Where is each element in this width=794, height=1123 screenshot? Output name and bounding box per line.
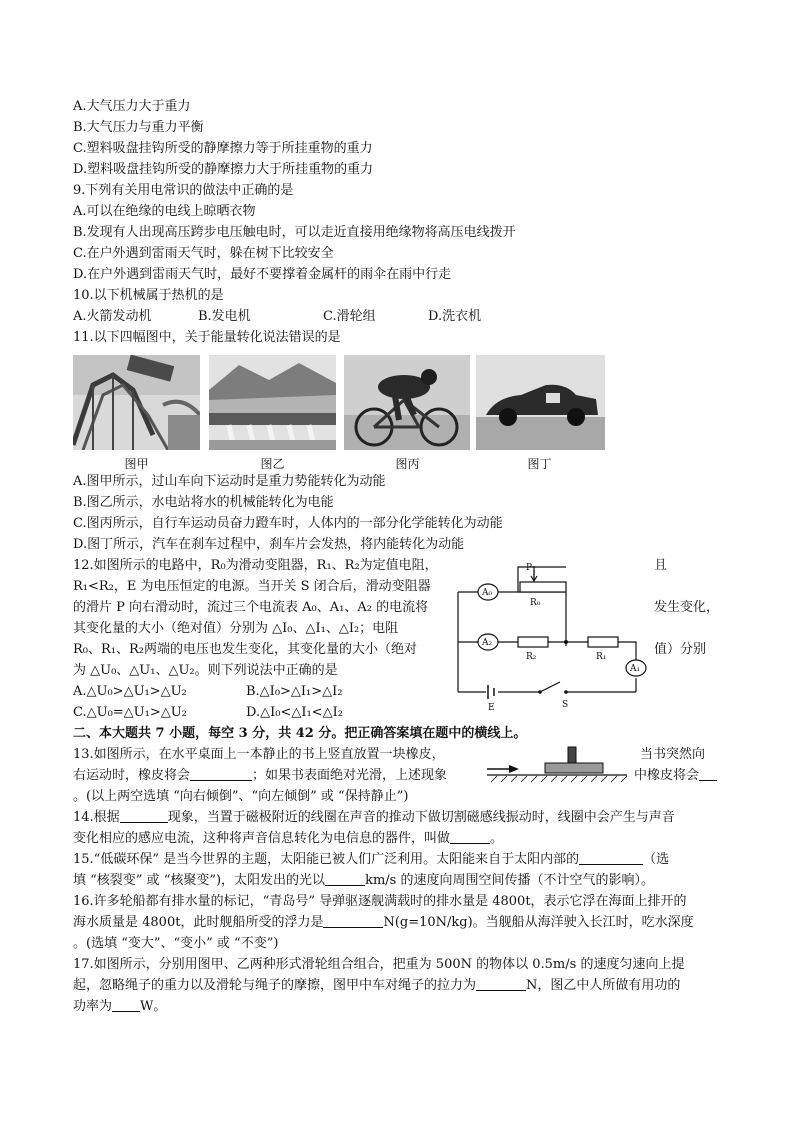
q12-line-1: 12.如图所示的电路中，R₀为滑动变阻器，R₁、R₂为定值电阻， xyxy=(73,558,438,573)
switch-contact-icon xyxy=(564,690,568,694)
q15-blank-1[interactable] xyxy=(579,852,643,865)
q8-option-a: A.大气压力大于重力 xyxy=(73,99,191,114)
caption-yi: 图乙 xyxy=(260,457,285,471)
q10-option-a: A.火箭发动机 xyxy=(73,309,152,324)
q15-blank-2[interactable] xyxy=(325,873,365,886)
q14-text-b: 现象，当置于磁极附近的线圈在声音的推动下做切割磁感线振动时，线圈中会产生与声音 xyxy=(167,810,675,825)
q15-text-c: 填 “核裂变” 或 “核聚变”)，太阳发出的光以 xyxy=(73,873,326,888)
q17-blank-1[interactable] xyxy=(476,978,526,991)
q17-text-c: 功率为 xyxy=(73,999,113,1014)
q11-option-d: D.图丁所示，汽车在刹车过程中，刹车片会发热，将内能转化为动能 xyxy=(73,537,465,552)
q17-line-1: 17.如图所示，分别用图甲、乙两种形式滑轮组合组合，把重为 500N 的物体以 0.5m/s 的速度匀速向上提 xyxy=(73,957,685,972)
a2-label: A₂ xyxy=(482,638,493,648)
q13-book-eraser-diagram xyxy=(487,744,627,784)
q17-line-2 xyxy=(73,978,680,994)
q9-stem: 9.下列有关用电常识的做法中正确的是 xyxy=(73,183,294,198)
q13-line-1-end: 当书突然向 xyxy=(640,747,706,762)
section-2-heading: 二、本大题共 7 小题，每空 3 分，共 42 分。把正确答案填在题中的横线上。 xyxy=(73,726,527,741)
q16-line-3: 。(选填 “变大”、“变小” 或 “不变”) xyxy=(73,936,279,951)
q12-options-row-1 xyxy=(73,684,453,700)
q11-stem: 11.以下四幅图中，关于能量转化说法错误的是 xyxy=(73,330,341,345)
q13-line-1: 13.如图所示，在水平桌面上一本静止的书上竖直放置一块橡皮， xyxy=(73,747,445,762)
q13-text-b: ；如果书表面绝对光滑，上述现象 xyxy=(252,768,448,783)
q12-line-5: R₀、R₁、R₂两端的电压也发生变化，其变化量的大小（绝对 xyxy=(73,642,417,657)
q12-line-5-end: 值）分别 xyxy=(654,642,707,657)
cyclist-photo xyxy=(344,355,470,450)
q13-line-2 xyxy=(73,768,447,784)
q17-line-3 xyxy=(73,999,166,1015)
q8-option-b: B.大气压力与重力平衡 xyxy=(73,120,204,135)
r2-resistor xyxy=(518,637,548,647)
q12-options-row-2 xyxy=(73,705,453,721)
r0-resistor xyxy=(520,582,566,592)
q16-blank-1[interactable] xyxy=(323,915,383,928)
q9-option-b: B.发现有人出现高压跨步电压触电时，可以走近直接用绝缘物将高压电线拨开 xyxy=(73,225,516,240)
q12-line-3-end: 发生变化， xyxy=(654,600,720,615)
q14-blank-1[interactable] xyxy=(120,810,168,823)
q16-text-a: 海水质量是 4800t，此时舰船所受的浮力是 xyxy=(73,915,324,930)
a0-label: A₀ xyxy=(482,588,493,598)
q14-text-d: 。 xyxy=(490,831,504,846)
a1-label: A₁ xyxy=(630,664,641,674)
q14-text-a: 14.根据 xyxy=(73,810,120,825)
slider-label: P xyxy=(526,563,533,573)
q12-line-2: R₁<R₂，E 为电压恒定的电源。当开关 S 闭合后，滑动变阻器 xyxy=(73,579,431,594)
q14-text-c: 变化相应的感应电流，这种将声音信息转化为电信息的器件，叫做 xyxy=(73,831,451,846)
q15-line-1 xyxy=(73,852,669,868)
q14-blank-2[interactable] xyxy=(450,831,490,844)
q12-line-6: 为 △U₀、△U₁、△U₂。则下列说法中正确的是 xyxy=(73,663,338,678)
q8-option-c: C.塑料吸盘挂钩所受的静摩擦力等于所挂重物的重力 xyxy=(73,141,373,156)
q10-stem: 10.以下机械属于热机的是 xyxy=(73,288,224,303)
q11-option-c: C.图丙所示，自行车运动员奋力蹬车时，人体内的一部分化学能转化为动能 xyxy=(73,516,503,531)
caption-jia: 图甲 xyxy=(124,457,149,471)
q13-blank-1[interactable] xyxy=(190,768,252,781)
q17-text-d: W。 xyxy=(140,999,167,1014)
race-car-photo xyxy=(476,355,605,450)
q16-line-1: 16.许多轮船都有排水量的标记，“青岛号” 导弹驱逐舰满载时的排水量是 4800t，表示它浮在海面上排开的 xyxy=(73,894,687,909)
q15-line-2 xyxy=(73,873,654,889)
roller-coaster-photo xyxy=(73,355,200,450)
q8-option-d: D.塑料吸盘挂钩所受的静摩擦力大于所挂重物的重力 xyxy=(73,162,374,177)
arrow-right-icon xyxy=(509,765,519,773)
source-label: E xyxy=(488,703,495,712)
q12-circuit-diagram xyxy=(448,562,678,712)
q12-option-c: C.△U₀=△U₁>△U₂ xyxy=(73,705,187,720)
q14-line-1 xyxy=(73,810,675,826)
q14-line-2 xyxy=(73,831,503,847)
r2-label: R₂ xyxy=(526,652,537,662)
q10-option-c: C.滑轮组 xyxy=(323,309,376,324)
q10-option-b: B.发电机 xyxy=(198,309,251,324)
q12-option-d: D.△I₀<△I₁<△I₂ xyxy=(246,705,343,720)
q13-line-2-end xyxy=(634,768,717,784)
q15-text-d: km/s 的速度向周围空间传播（不计空气的影响）。 xyxy=(365,873,654,888)
battery-icon xyxy=(488,685,494,699)
r1-resistor xyxy=(588,637,618,647)
q17-text-b: N，图乙中人所做有用功的 xyxy=(526,978,681,993)
q11-option-a: A.图甲所示，过山车向下运动时是重力势能转化为动能 xyxy=(73,474,386,489)
q12-option-a: A.△U₀>△U₁>△U₂ xyxy=(73,684,187,699)
q9-option-d: D.在户外遇到雷雨天气时，最好不要撑着金属杆的雨伞在雨中行走 xyxy=(73,267,452,282)
q9-option-a: A.可以在绝缘的电线上晾晒衣物 xyxy=(73,204,256,219)
q16-line-2 xyxy=(73,915,694,931)
hydropower-dam-photo xyxy=(209,355,336,450)
caption-bing: 图丙 xyxy=(395,457,420,471)
r0-label: R₀ xyxy=(530,598,541,608)
q17-blank-2[interactable] xyxy=(112,999,140,1012)
q16-text-b: N(g=10N/kg)。当舰船从海洋驶入长江时，吃水深度 xyxy=(383,915,694,930)
q12-option-b: B.△I₀>△I₁>△I₂ xyxy=(246,684,343,699)
r1-label: R₁ xyxy=(596,652,607,662)
q12-line-1-end: 且 xyxy=(654,558,668,573)
q10-options xyxy=(73,309,553,325)
q10-option-d: D.洗衣机 xyxy=(428,309,482,324)
junction-dot-icon xyxy=(564,640,568,644)
book-icon xyxy=(545,763,603,773)
q13-text-a: 右运动时，橡皮将会 xyxy=(73,768,191,783)
q9-option-c: C.在户外遇到雷雨天气时，躲在树下比较安全 xyxy=(73,246,334,261)
q17-text-a: 起，忽略绳子的重力以及滑轮与绳子的摩擦，图甲中车对绳子的拉力为 xyxy=(73,978,477,993)
switch-icon xyxy=(538,690,542,694)
q13-blank-2[interactable] xyxy=(699,768,717,781)
q15-text-b: （选 xyxy=(643,852,670,867)
q13-line-3: 。(以上两空选填 “向右倾倒”、“向左倾倒” 或 “保持静止”) xyxy=(73,789,409,804)
q15-text-a: 15.“低碳环保” 是当今世界的主题，太阳能已被人们广泛利用。太阳能来自于太阳内部的 xyxy=(73,852,580,867)
eraser-icon xyxy=(568,747,576,763)
q12-line-3: 的滑片 P 向右滑动时，流过三个电流表 A₀、A₁、A₂ 的电流将 xyxy=(73,600,429,615)
switch-label: S xyxy=(562,700,569,710)
q13-text-c: 中橡皮将会 xyxy=(634,768,700,783)
q12-line-4: 其变化量的大小（绝对值）分别为 △I₀、△I₁、△I₂；电阻 xyxy=(73,621,399,636)
q11-option-b: B.图乙所示，水电站将水的机械能转化为电能 xyxy=(73,495,334,510)
caption-ding: 图丁 xyxy=(527,457,552,471)
